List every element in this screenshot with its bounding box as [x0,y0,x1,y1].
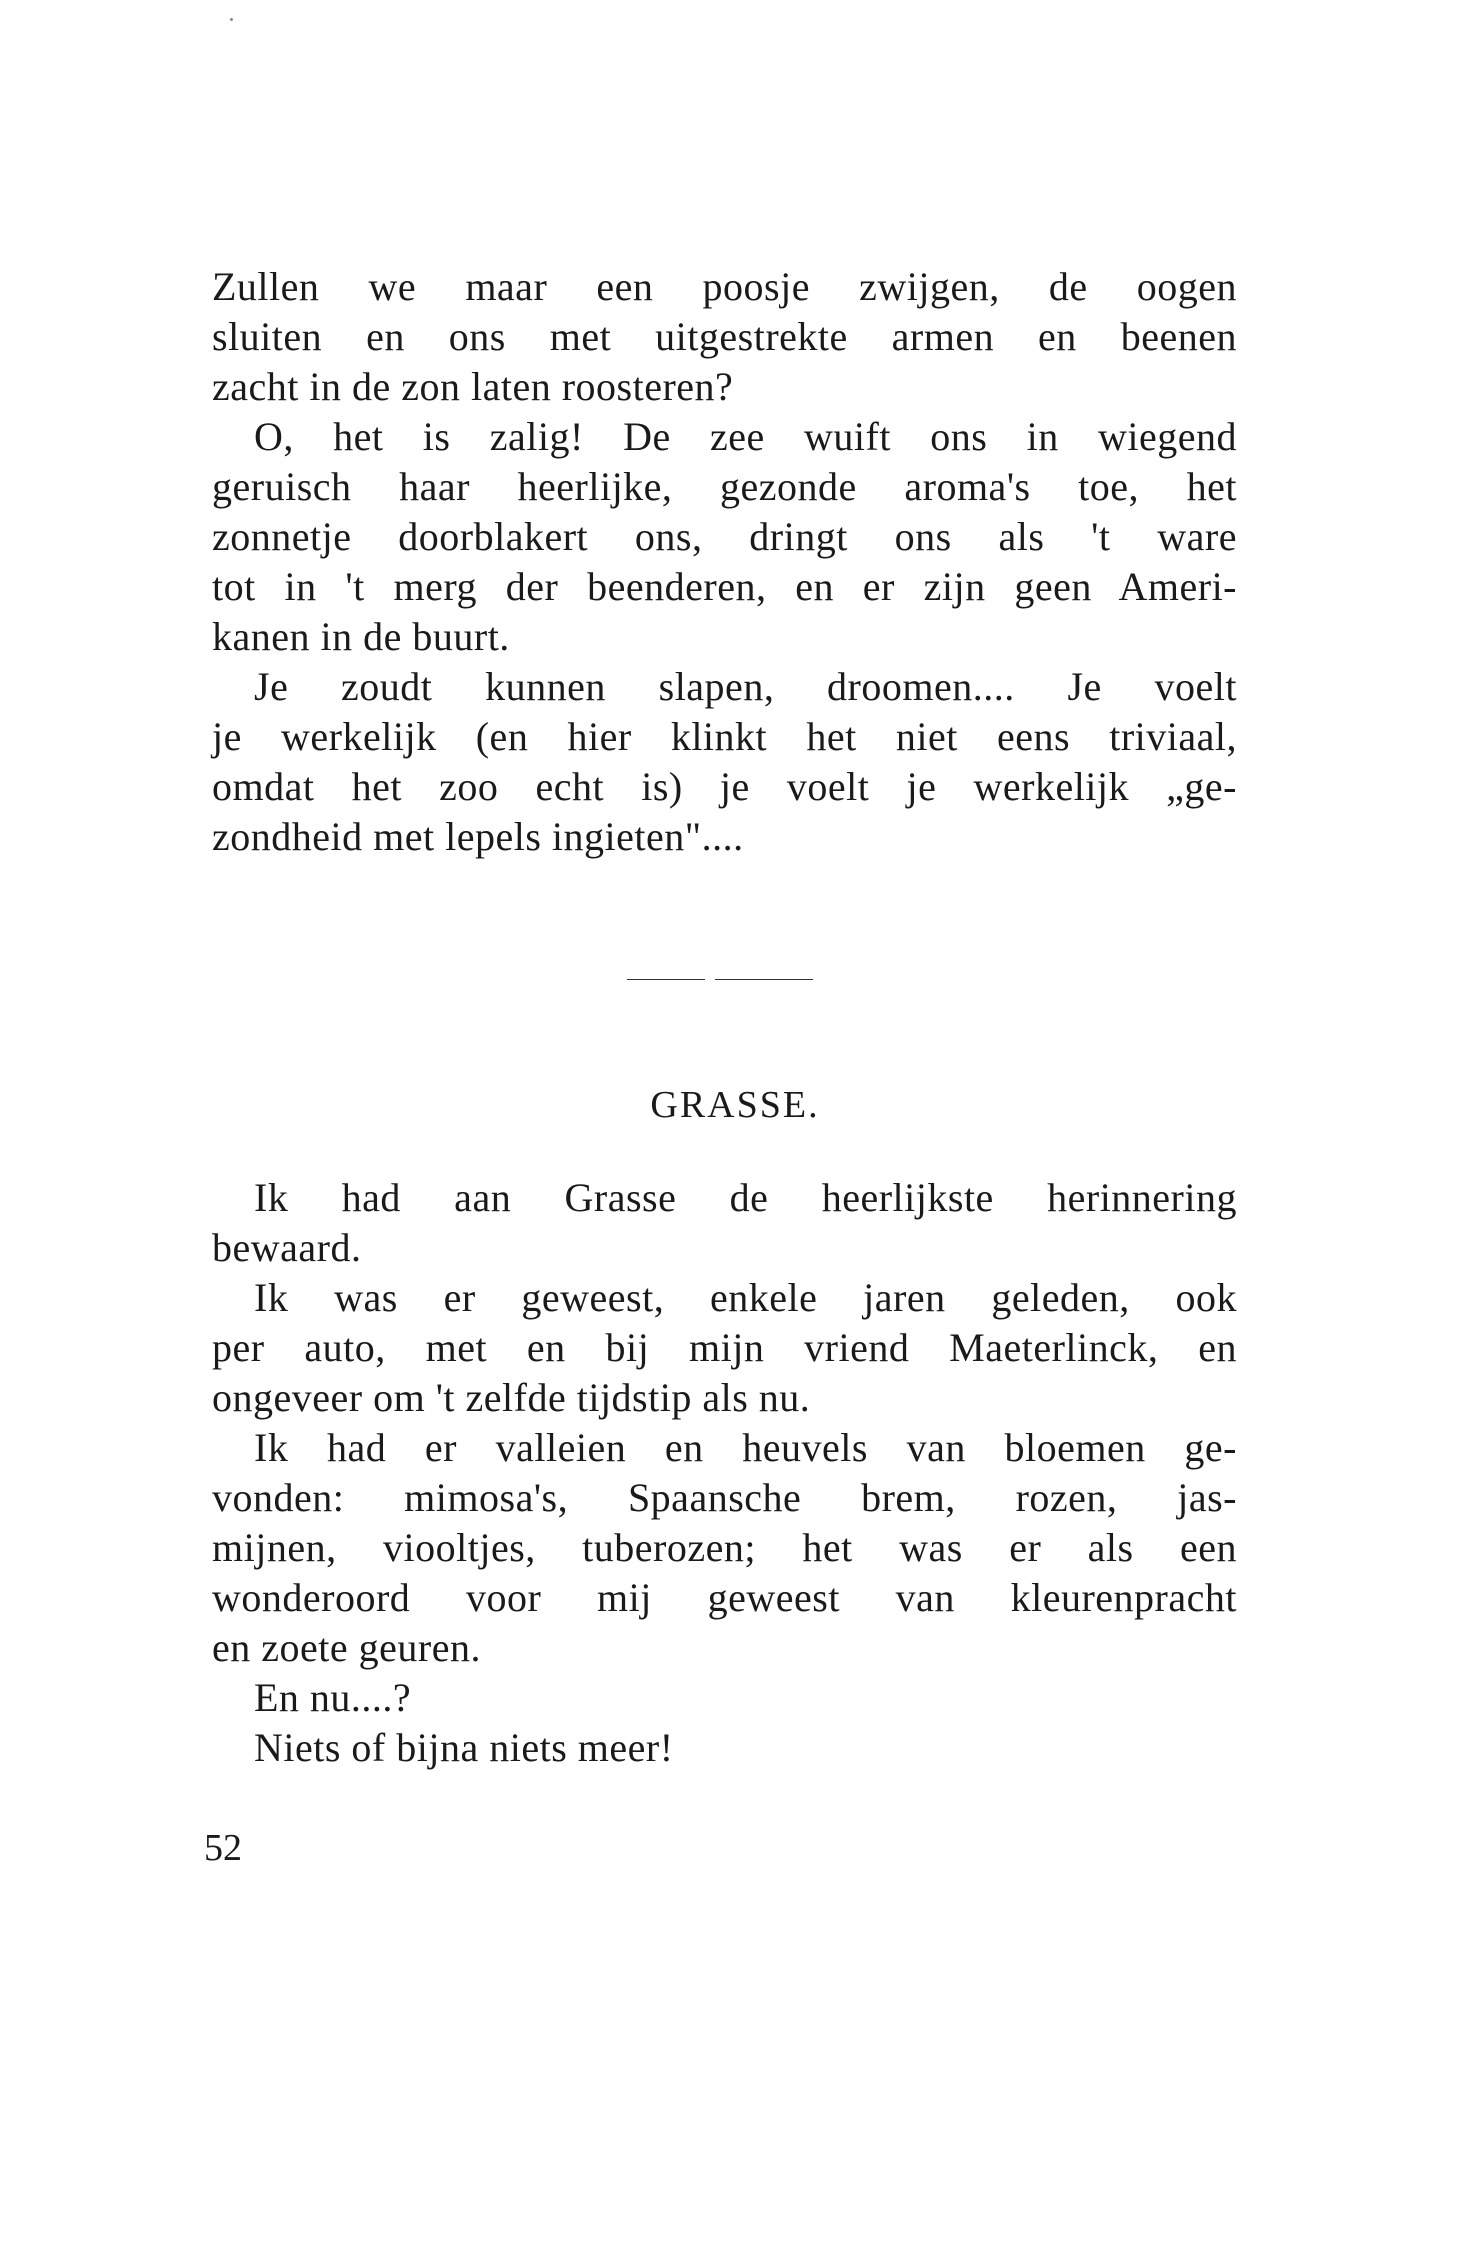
text-line: Ik had aan Grasse de heerlijkste herinnering [254,1175,1237,1220]
text-line: O, het is zalig! De zee wuift ons in wiegend [254,414,1237,459]
text-line: bewaard. [212,1225,362,1270]
text-line: je werkelijk (en hier klinkt het niet eens triviaal, [212,714,1237,759]
text-line: zacht in de zon laten roosteren? [212,364,734,409]
bottom-text-block [212,1173,1237,1773]
text-line: Ik was er geweest, enkele jaren geleden, ook [254,1275,1237,1320]
section-heading: GRASSE. [650,1084,820,1126]
text-line: en zoete geuren. [212,1625,481,1670]
divider-segment [715,979,813,980]
section-divider [627,979,813,981]
text-line: zonnetje doorblakert ons, dringt ons als 't ware [212,514,1237,559]
text-line: Je zoudt kunnen slapen, droomen.... Je voelt [254,664,1237,709]
text-line: per auto, met en bij mijn vriend Maeterlinck, en [212,1325,1237,1370]
text-line: zondheid met lepels ingieten".... [212,814,744,859]
text-line: wonderoord voor mij geweest van kleurenpracht [212,1575,1237,1620]
text-line: Zullen we maar een poosje zwijgen, de oogen [212,264,1237,309]
text-line: Ik had er valleien en heuvels van bloemen ge- [254,1425,1237,1470]
text-line: ongeveer om 't zelfde tijdstip als nu. [212,1375,811,1420]
text-line: mijnen, viooltjes, tuberozen; het was er als een [212,1525,1237,1570]
text-line: Niets of bijna niets meer! [254,1725,674,1770]
text-line: geruisch haar heerlijke, gezonde aroma's toe, het [212,464,1237,509]
text-line: tot in 't merg der beenderen, en er zijn geen Ameri- [212,564,1237,609]
text-line: omdat het zoo echt is) je voelt je werkelijk „ge- [212,764,1237,809]
page-number: 52 [204,1827,242,1869]
text-line: sluiten en ons met uitgestrekte armen en beenen [212,314,1237,359]
text-line: vonden: mimosa's, Spaansche brem, rozen, jas- [212,1475,1237,1520]
text-line: kanen in de buurt. [212,614,510,659]
print-speck [230,18,233,21]
top-text-block [212,262,1237,862]
text-line: En nu....? [254,1675,412,1720]
divider-segment [627,979,705,980]
